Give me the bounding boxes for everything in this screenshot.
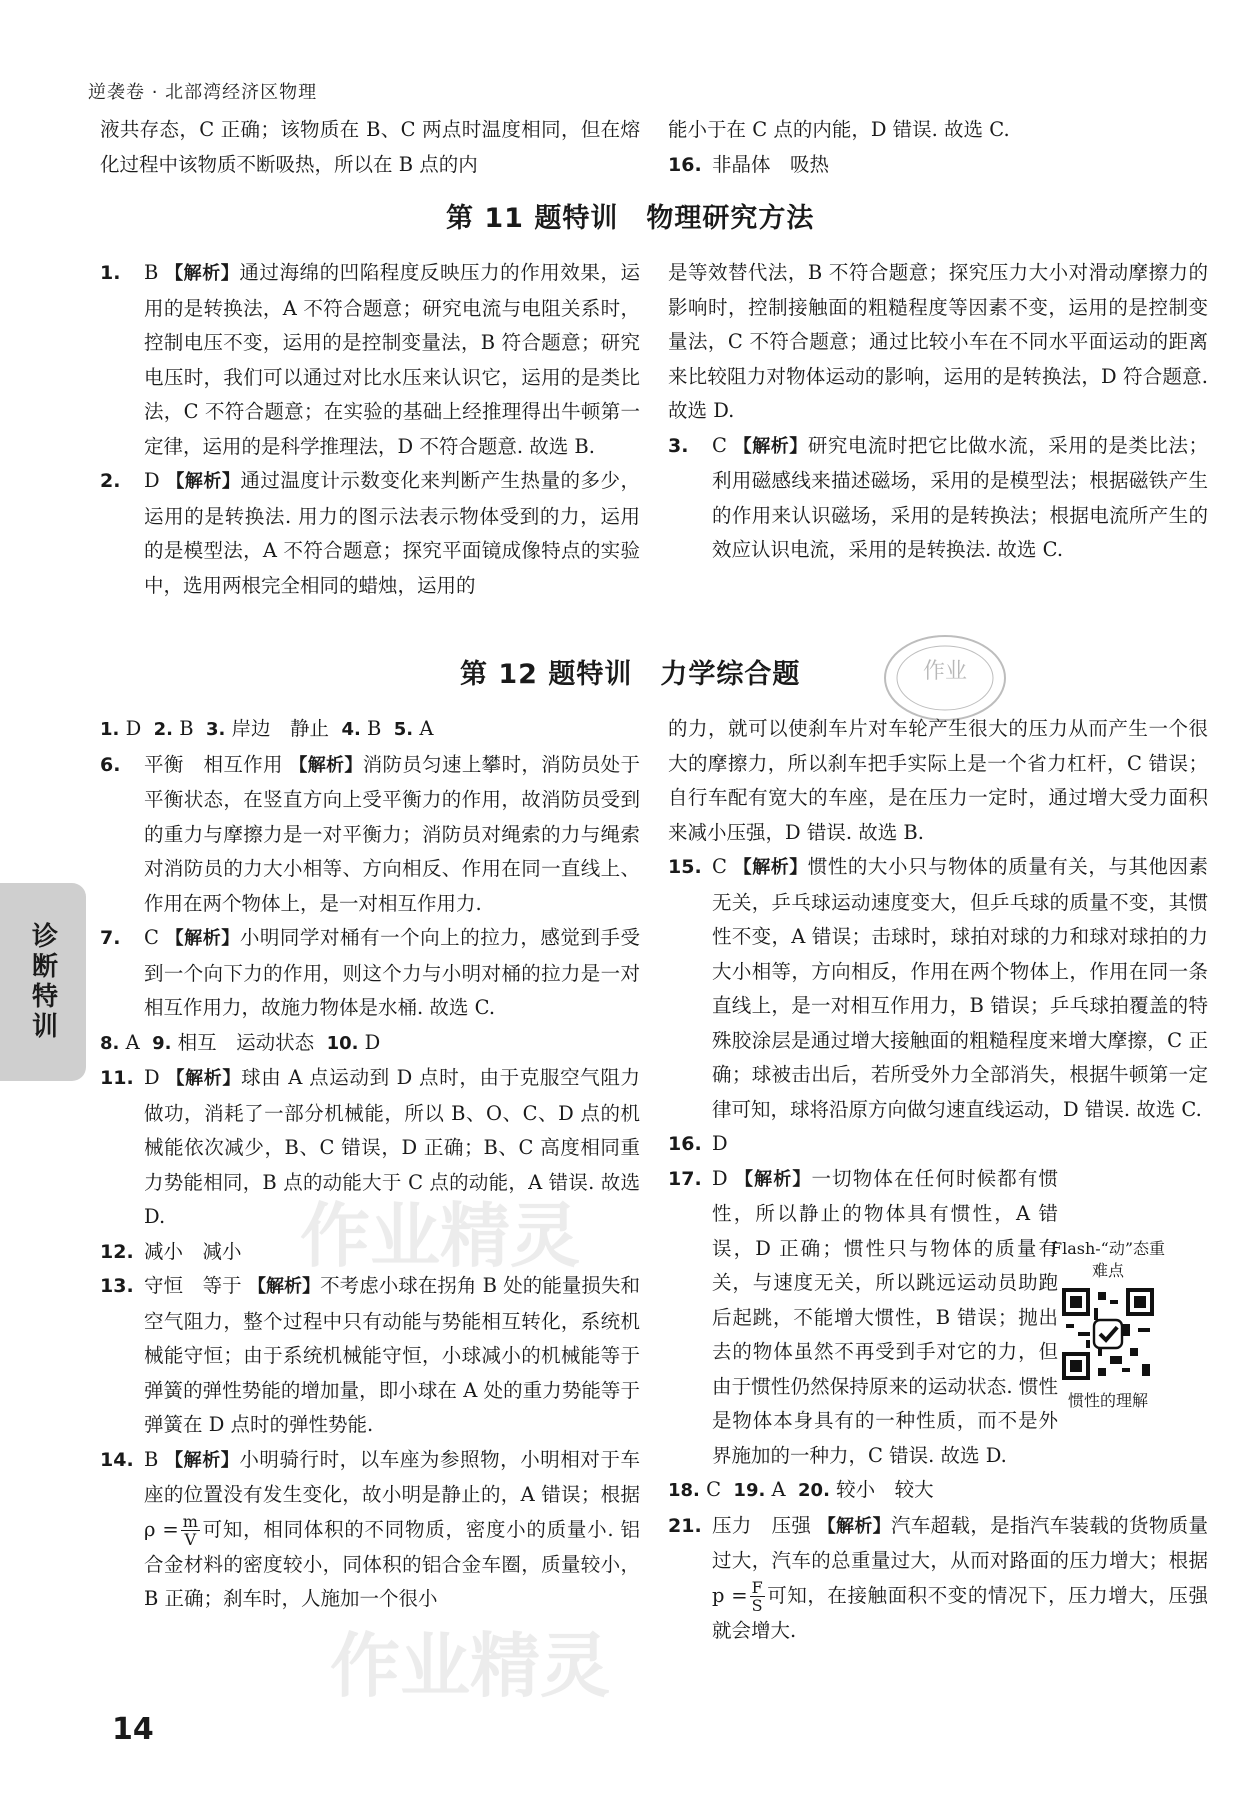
answer-text: 非晶体 吸热: [712, 152, 830, 176]
section-12-left-column: [100, 712, 640, 1617]
density-fraction: [181, 1513, 200, 1548]
question-number: 13.: [100, 1275, 134, 1297]
answer-choice: C: [712, 855, 727, 878]
qr-code-block[interactable]: [1048, 1238, 1168, 1412]
question-number: 19.: [733, 1480, 766, 1501]
analysis-tag: 【解析】: [165, 263, 240, 284]
question-number: 2.: [100, 470, 121, 492]
analysis-tag: 【解析】: [166, 1068, 242, 1089]
question-number: 15.: [668, 856, 702, 878]
answer-1: [100, 256, 640, 464]
question-number: 3.: [205, 719, 226, 740]
answer-choice: C: [712, 433, 727, 457]
analysis-text: 通过温度计示数变化来判断产生热量的多少，运用的是转换法. 用力的图示法表示物体受到的力，运用的是模型法，A 不符合题意；探究平面镜成像特点的实验中，选用两根完全相同的蜡烛，运用的: [144, 469, 641, 597]
question-number: 10.: [326, 1032, 359, 1054]
question-number: 16.: [668, 1133, 702, 1155]
analysis-tag: 【解析】: [734, 1168, 812, 1190]
top-right-continuation: [668, 113, 1208, 182]
section-title-11: 第 11 题特训 物理研究方法: [446, 203, 815, 234]
fraction-numerator: F: [751, 1577, 763, 1597]
question-number: 5.: [393, 719, 414, 740]
analysis-text: 可知，在接触面积不变的情况下，压力增大，压强就会增大.: [712, 1583, 1208, 1642]
stamp-text: 作业: [922, 659, 968, 684]
answer-choice: D: [125, 717, 142, 740]
analysis-text: 消防员匀速上攀时，消防员处于平衡状态，在竖直方向上受平衡力的作用，故消防员受到的重力与摩擦力是一对平衡力；消防员对绳索的力与绳索对消防员的力大小相等、方向相反、作用在同一直线上、作用在两个物体上，是一对相互作用力.: [144, 752, 640, 915]
answer-2: [100, 464, 640, 603]
question-number: 1.: [100, 719, 120, 740]
answer-21: [668, 1509, 1208, 1649]
analysis-tag: 【解析】: [166, 471, 241, 492]
question-number: 12.: [100, 1240, 134, 1263]
section-11-left-column: [100, 256, 640, 603]
question-number: 16.: [668, 153, 702, 176]
qr-caption-bottom: 惯性的理解: [1067, 1391, 1148, 1410]
analysis-text: 一切物体在任何时候都有惯性，所以静止的物体具有惯性，A 错误，D 正确；惯性只与物体的质量有关，与速度无关，所以跳远运动员助跑后起跳，不能增大惯性，B 错误；抛出去的物体虽然不再受到手对它的力，但由于惯性仍然保持原来的运动状态. 惯性是物体本身具有的一种性质，而不是外界施加的一种力，C 错误. 故选 D.: [712, 1166, 1059, 1467]
question-number: 11.: [100, 1067, 134, 1089]
answer-choice: 压力 压强: [712, 1513, 812, 1537]
answer-6: [100, 748, 640, 922]
fraction-denominator: V: [184, 1529, 197, 1549]
answers-1-to-5: [100, 712, 640, 748]
analysis-tag: 【解析】: [247, 1276, 321, 1297]
analysis-tag: 【解析】: [165, 928, 240, 949]
answer-15: [668, 850, 1208, 1127]
answer-choice: 岸边 静止: [231, 717, 330, 740]
answer-3: [668, 429, 1208, 568]
continuation-text: 能小于在 C 点的内能，D 错误. 故选 C.: [668, 118, 1010, 141]
analysis-tag: 【解析】: [817, 1515, 892, 1537]
question-number: 20.: [798, 1480, 830, 1501]
analysis-text: 研究电流时把它比做水流，采用的是类比法；利用磁感线来描述磁场，采用的是模型法；根据磁铁产生的作用来认识磁场，采用的是转换法；根据电流所产生的效应认识电流，采用的是转换法. 故选 C.: [712, 433, 1208, 561]
question-number: 6.: [100, 753, 121, 776]
answer-choice: B: [179, 717, 194, 740]
answer-choice: D: [144, 1066, 160, 1089]
answer-choice: C: [144, 926, 159, 949]
answer-13: [100, 1269, 640, 1443]
answer-16: [668, 148, 1208, 183]
answer-14-continuation: 的力，就可以使刹车片对车轮产生很大的压力从而产生一个很大的摩擦力，所以刹车把手实际上是一个省力杠杆，C 错误；自行车配有宽大的车座，是在压力一定时，通过增大受力面积来减小压强，D 错误. 故选 B.: [668, 717, 1208, 844]
question-number: 14.: [100, 1448, 134, 1471]
question-number: 18.: [668, 1480, 700, 1501]
pressure-fraction: [750, 1579, 765, 1614]
question-number: 17.: [668, 1167, 702, 1190]
analysis-text: 通过海绵的凹陷程度反映压力的作用效果，运用的是转换法，A 不符合题意；研究电流与电阻关系时，控制电压不变，运用的是控制变量法，B 符合题意；研究电压时，我们可以通过对比水压来认识它，运用的是类比法，C 不符合题意；在实验的基础上经推理得出牛顿第一定律，运用的是科学推理法，D 不符合题意. 故选 B.: [144, 261, 640, 458]
analysis-tag: 【解析】: [733, 857, 808, 878]
analysis-text: 不考虑小球在拐角 B 处的能量损失和空气阻力，整个过程中只有动能与势能相互转化，系统机械能守恒；由于系统机械能守恒，小球减小的机械能等于弹簧的弹性势能的增加量，即小球在 A 处的重力势能等于弹簧在 D 点时的弹性势能.: [144, 1274, 640, 1436]
answer-choice: D: [712, 1132, 728, 1155]
question-number: 4.: [341, 719, 361, 740]
section-title-12: 第 12 题特训 力学综合题: [460, 659, 801, 690]
running-header: 逆袭卷 · 北部湾经济区物理: [88, 82, 318, 103]
answer-choice: 较小 较大: [836, 1478, 934, 1501]
answer-choice: 相互 运动状态: [177, 1030, 315, 1054]
answer-16: [668, 1127, 1208, 1162]
fraction-numerator: m: [182, 1511, 198, 1531]
watermark: 作业精灵: [330, 1624, 610, 1707]
side-tab-label: 诊断特训: [27, 922, 58, 1042]
analysis-text: 可知，相同体积的不同物质，密度小的质量小. 铝合金材料的密度较小，同体积的铝合金车圈，质量较小，B 正确；刹车时，人施加一个很小: [144, 1517, 640, 1610]
analysis-text: 惯性的大小只与物体的质量有关，与其他因素无关，乒乓球运动速度变大，但乒乓球的质量不变，其惯性不变，A 错误；击球时，球拍对球的力和球对球拍的力大小相等，方向相反，作用在两个物体上，作用在同一条直线上，是一对相互作用力，B 错误；乒乓球拍覆盖的特殊胶涂层是通过增大接触面的粗糙程度来增大摩擦，C 正确；球被击出后，若所受外力全部消失，根据牛顿第一定律可知，球将沿原方向做匀速直线运动，D 错误. 故选 C.: [712, 855, 1208, 1121]
top-left-continuation: [100, 113, 640, 182]
answer-7: [100, 921, 640, 1026]
fraction-denominator: S: [751, 1595, 763, 1615]
answer-choice: D: [144, 469, 160, 492]
answer-choice: A: [771, 1478, 786, 1501]
question-number: 7.: [100, 927, 121, 949]
continuation-text: 液共存态，C 正确；该物质在 B、C 两点时温度相同，但在熔化过程中该物质不断吸热，所以在 B 点的内: [100, 118, 640, 176]
answer-14: [100, 1443, 640, 1617]
answer-choice: B: [367, 717, 382, 740]
answer-choice: 守恒 等于: [144, 1274, 242, 1297]
answer-choice: A: [125, 1030, 140, 1054]
answer-choice: C: [706, 1478, 722, 1501]
analysis-text: 球由 A 点运动到 D 点时，由于克服空气阻力做功，消耗了一部分机械能，所以 B、O、C、D 点的机械能依次减少，B、C 错误，D 正确；B、C 高度相同重力势能相同，B 点的动能大于 C 点的动能，A 错误. 故选 D.: [144, 1066, 641, 1228]
analysis-text: 小明同学对桶有一个向上的拉力，感觉到手受到一个向下力的作用，则这个力与小明对桶的拉力是一对相互作用力，故施力物体是水桶. 故选 C.: [144, 926, 640, 1019]
question-number: 21.: [668, 1514, 702, 1537]
answer-choice: D: [364, 1030, 381, 1054]
answer-choice: B: [144, 1447, 159, 1471]
qr-code-icon[interactable]: [1062, 1288, 1154, 1380]
question-number: 9.: [152, 1032, 172, 1054]
answer-choice: 平衡 相互作用: [144, 752, 283, 776]
side-tab: [0, 883, 86, 1081]
answers-18-to-20: [668, 1473, 1208, 1509]
analysis-tag: 【解析】: [733, 435, 808, 457]
analysis-tag: 【解析】: [165, 1449, 240, 1471]
answer-choice: A: [419, 717, 434, 740]
watermark: 作业精灵: [300, 1194, 580, 1277]
answer-choice: D: [712, 1166, 728, 1190]
question-number: 8.: [100, 1032, 120, 1054]
question-number: 1.: [100, 262, 121, 284]
analysis-tag: 【解析】: [289, 754, 363, 776]
section-11-right-column: [668, 256, 1208, 568]
analysis-text: 汽车超载，是指汽车装载的货物质量过大，汽车的总重量过大，从而对路面的压力增大；根据 p =: [712, 1513, 1208, 1607]
answers-8-to-10: [100, 1026, 640, 1062]
answer-choice: B: [144, 261, 159, 284]
answer-choice: 减小 减小: [144, 1239, 242, 1263]
section-12-right-column: [668, 712, 1208, 1648]
question-number: 3.: [668, 434, 689, 457]
question-number: 2.: [153, 719, 173, 740]
qr-caption-top: Flash-“动”态重难点: [1050, 1239, 1166, 1280]
page-number: 14: [112, 1712, 154, 1747]
answer-2-continuation: 是等效替代法，B 不符合题意；探究压力大小对滑动摩擦力的影响时，控制接触面的粗糙程度等因素不变，运用的是控制变量法，C 不符合题意；通过比较小车在不同水平面运动的距离来比较阻力对物体运动的影响，运用的是转换法，D 符合题意. 故选 D.: [668, 261, 1208, 422]
analysis-text: 小明骑行时，以车座为参照物，小明相对于车座的位置没有发生变化，故小明是静止的，A 错误；根据 ρ =: [144, 1447, 640, 1541]
